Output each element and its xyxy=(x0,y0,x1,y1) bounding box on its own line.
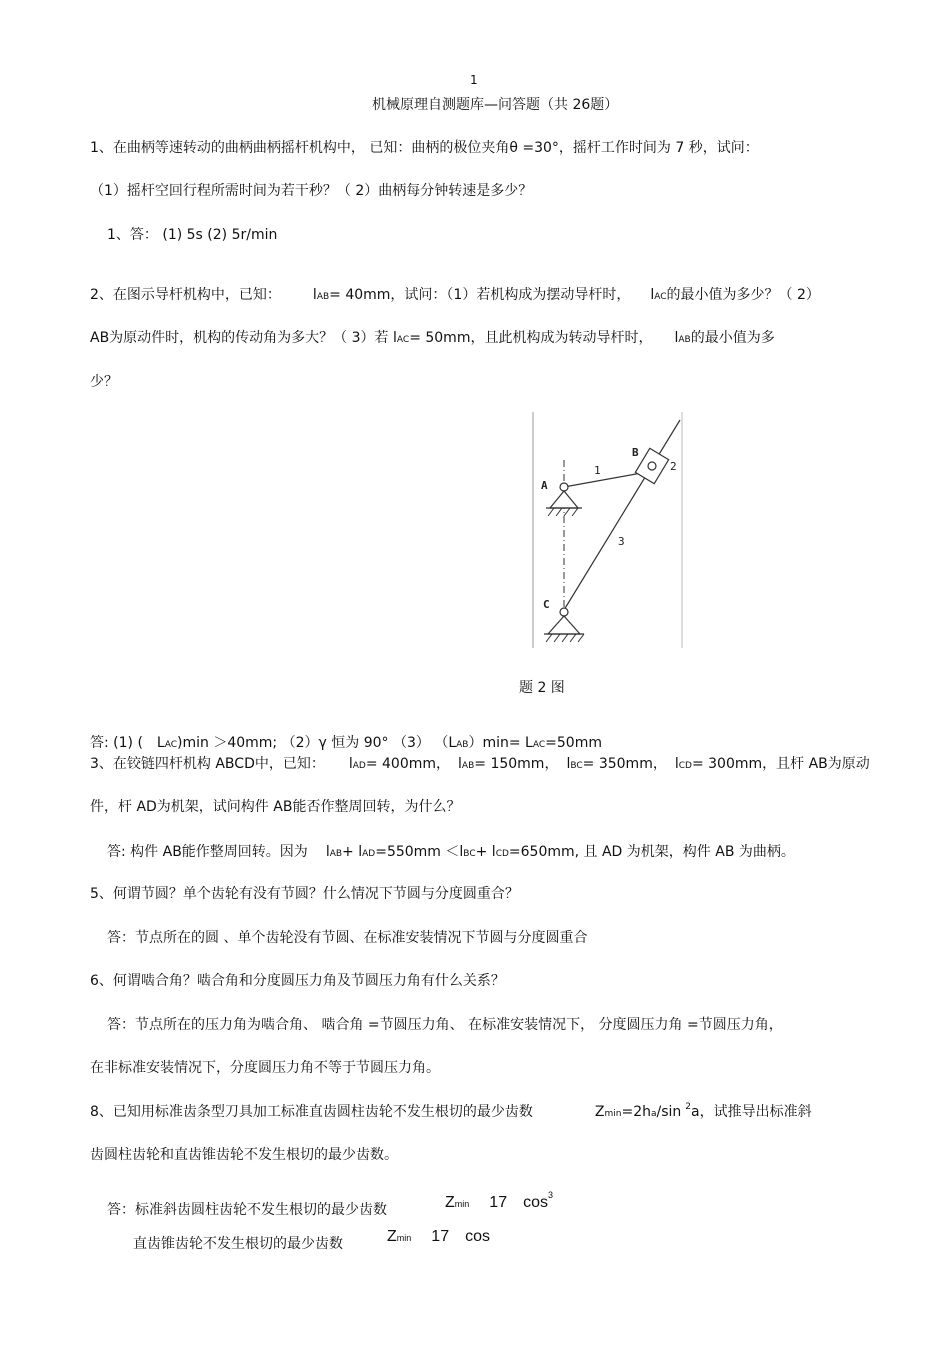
q2-line2-text-b: = 50mm，且此机构成为转动导杆时， xyxy=(409,330,653,346)
q8-answer1-formula xyxy=(445,1190,554,1212)
q2-answer-e: =50mm xyxy=(545,735,602,751)
q6-question: 6、何谓啮合角？啮合角和分度圆压力角及节圆压力角有什么关系？ xyxy=(90,973,505,989)
q3-answer-f: =650mm, 且 AD 为机架，构件 AB 为曲柄。 xyxy=(508,844,795,860)
q3-sub-ad: AD xyxy=(352,761,366,771)
q2-answer-a: 答: (1) ( xyxy=(90,735,143,751)
q8-2ha: =2h xyxy=(621,1104,651,1120)
label-slider-2: 2 xyxy=(670,460,677,473)
q8-sup-2: 2 xyxy=(685,1102,692,1112)
q3-line2: 件，杆 AD为机架，试问构件 AB能否作整周回转，为什么？ xyxy=(90,799,461,815)
q8-sub-a: a xyxy=(651,1109,657,1119)
q6-answer-line1: 答：节点所在的压力角为啮合角、 啮合角 =节圆压力角、 在标准安装情况下， 分度圆压力角 =节圆压力角， xyxy=(107,1017,783,1033)
q2-line2-text-d: 的最小值为多 xyxy=(690,330,775,346)
q8-answer2-formula xyxy=(387,1228,490,1246)
q2-line2-text-a: AB为原动件时，机构的传动角为多大？（ 3）若 l xyxy=(90,330,397,346)
q3-line1-end: 且杆 AB为原动 xyxy=(776,756,870,772)
q2-line1 xyxy=(90,286,820,306)
q8-answer1-cos: cos xyxy=(523,1194,548,1211)
q8-answer2-Z-sub: min xyxy=(396,1233,412,1243)
q3-l-cd: l xyxy=(674,756,679,772)
q2-line3: 少？ xyxy=(90,374,118,390)
q8-answer2-cos: cos xyxy=(465,1228,490,1245)
guide-bar-mechanism-figure xyxy=(532,412,684,650)
q8-line1-a: 8、已知用标准齿条型刀具加工标准直齿圆柱齿轮不发生根切的最少齿数 xyxy=(90,1104,533,1120)
q3-line1 xyxy=(90,755,870,775)
pivot-a-support xyxy=(546,483,582,516)
q1-answer: 1、答： (1) 5s (2) 5r/min xyxy=(107,227,278,243)
q2-sub-ac: AC xyxy=(654,292,667,302)
q8-sub-min: min xyxy=(604,1109,622,1119)
q2-line1-text-e: 的最小值为多少？（ 2） xyxy=(666,287,820,303)
q8-answer1-Z-sub: min xyxy=(454,1199,470,1209)
q3-answer-c: + l xyxy=(342,844,363,860)
q8-answer2-Z: Z xyxy=(387,1228,397,1245)
q3-answer-e: + l xyxy=(475,844,496,860)
pivot-c-support xyxy=(544,608,584,642)
q2-answer-L: L xyxy=(156,735,165,751)
q2-sub-ab: AB xyxy=(316,292,330,302)
page-number: 1 xyxy=(470,73,478,87)
q6-answer-line2: 在非标准安装情况下，分度圆压力角不等于节圆压力角。 xyxy=(90,1060,440,1076)
q2-line2-sub-ac: AC xyxy=(396,335,410,345)
q8-answer2-value: 17 xyxy=(431,1228,450,1245)
q8-line1 xyxy=(90,1103,812,1123)
q3-answer-sub-ab: AB xyxy=(329,849,343,859)
q3-answer-sub-bc: BC xyxy=(463,849,476,859)
q8-answer1-Z: Z xyxy=(445,1194,455,1211)
q1-line2: （1）摇杆空回行程所需时间为若干秒？（ 2）曲柄每分钟转速是多少？ xyxy=(90,183,533,199)
label-link-3: 3 xyxy=(618,535,625,548)
q3-answer-l: l xyxy=(325,844,330,860)
q2-line2-var-l: l xyxy=(674,330,679,346)
q2-var-l: l xyxy=(312,287,317,303)
q2-line2 xyxy=(90,329,775,349)
q3-val-cd: = 300mm， xyxy=(691,756,777,772)
label-c: C xyxy=(543,598,550,611)
q8-z: Z xyxy=(594,1104,605,1120)
q3-l-bc: l xyxy=(566,756,571,772)
q8-sin: /sin xyxy=(656,1104,682,1120)
q2-answer-d: ）min= L xyxy=(468,735,533,751)
q3-sub-ab: AB xyxy=(461,761,475,771)
q8-line1-e: a，试推导出标准斜 xyxy=(691,1104,812,1120)
label-b: B xyxy=(632,446,639,459)
q3-sub-cd: CD xyxy=(678,761,692,771)
q2-line2-sub-ab: AB xyxy=(678,335,691,345)
q2-answer-c: )min ＞40mm; （2）γ 恒为 90° （3） （L xyxy=(177,735,457,751)
q3-l-ab: l xyxy=(458,756,462,772)
q3-answer xyxy=(107,843,795,863)
q1-line1: 1、在曲柄等速转动的曲柄曲柄摇杆机构中， 已知：曲柄的极位夹角θ =30°，摇杆工作时间为 7 秒，试问： xyxy=(90,140,759,156)
q5-question: 5、何谓节圆？单个齿轮有没有节圆？什么情况下节圆与分度圆重合？ xyxy=(90,886,519,902)
q2-line1-text-c: = 40mm，试问：（1）若机构成为摆动导杆时， xyxy=(329,287,631,303)
q2-line1-text-a: 2、在图示导杆机构中，已知： xyxy=(90,287,281,303)
joint-b xyxy=(648,462,656,470)
q3-line1-text: 3、在铰链四杆机构 ABCD中，已知： xyxy=(90,756,325,772)
q2-answer-sub-ac2: AC xyxy=(532,740,546,750)
label-link-1: 1 xyxy=(594,464,601,477)
q3-answer-sub-ad: AD xyxy=(362,849,376,859)
q3-answer-a: 答: 构件 AB能作整周回转。因为 xyxy=(107,844,308,860)
link-3-guide-bar xyxy=(564,420,680,610)
q2-answer-sub-ab: AB xyxy=(456,740,469,750)
q2-answer xyxy=(90,734,602,754)
q8-answer1-text: 答：标准斜齿圆柱齿轮不发生根切的最少齿数 xyxy=(107,1202,387,1218)
q5-answer: 答：节点所在的圆 、单个齿轮没有节圆、在标准安装情况下节圆与分度圆重合 xyxy=(107,930,588,946)
q2-answer-sub-ac: AC xyxy=(164,740,178,750)
page-title: 机械原理自测题库—问答题（共 26题） xyxy=(372,97,619,113)
q3-sub-bc: BC xyxy=(570,761,583,771)
q3-answer-sub-cd: CD xyxy=(495,849,509,859)
link-1-crank xyxy=(564,472,647,487)
q8-answer2-text: 直齿锥齿轮不发生根切的最少齿数 xyxy=(133,1236,343,1252)
q3-answer-d: =550mm ＜l xyxy=(375,844,464,860)
q8-answer1-value: 17 xyxy=(489,1194,508,1211)
q3-l-ad: l xyxy=(348,756,353,772)
q8-line2: 齿圆柱齿轮和直齿锥齿轮不发生根切的最少齿数。 xyxy=(90,1147,398,1163)
q3-val-ad: = 400mm， xyxy=(365,756,451,772)
q3-val-ab: = 150mm， xyxy=(474,756,559,772)
figure-caption: 题 2 图 xyxy=(519,680,565,696)
label-a: A xyxy=(541,479,548,492)
q2-var-l2: l xyxy=(650,287,655,303)
q8-answer1-cos-sup: 3 xyxy=(548,1190,554,1200)
q3-val-bc: = 350mm， xyxy=(582,756,667,772)
